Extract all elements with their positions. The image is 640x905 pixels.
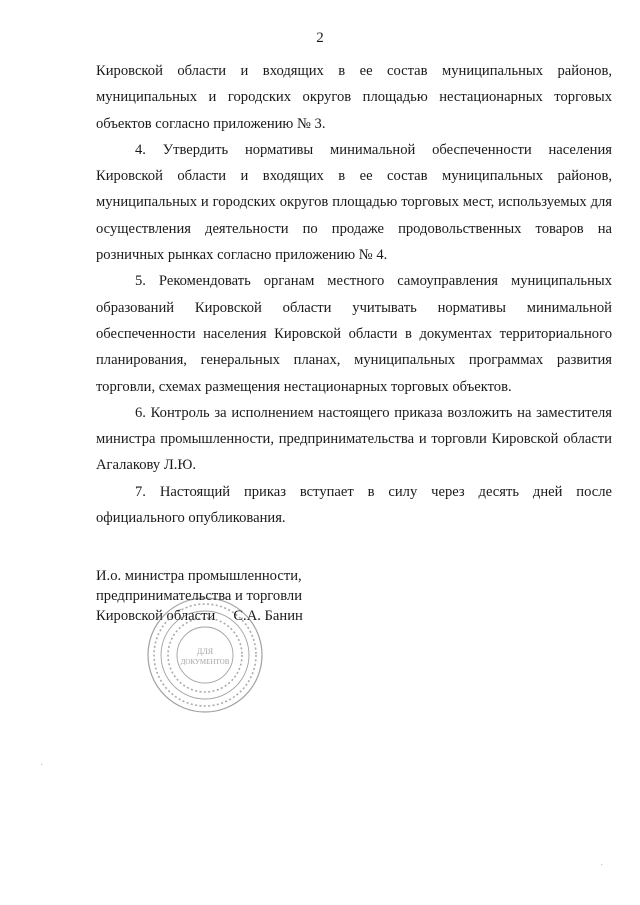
official-stamp xyxy=(146,596,264,714)
page-number: 2 xyxy=(316,30,324,46)
signer-name: С.А. Банин xyxy=(233,608,303,624)
paragraph-3: 5. Рекомендовать органам местного самоуправления муниципальных образований Кировской области учитывать нормативы минимальной обеспеченности населения Кировской области в документах территориального планирования, генеральных планах, муниципальных программах развития торговли, схемах размещения нестационарных торговых объектов. xyxy=(96,273,612,395)
stamp-text-2: ДОКУМЕНТОВ xyxy=(180,658,230,666)
paragraph-1: Кировской области и входящих в ее состав муниципальных районов, муниципальных и городских округов площадью нестационарных торговых объектов согласно приложению № 3. xyxy=(96,63,612,132)
paragraph-5: 7. Настоящий приказ вступает в силу через десять дней после официального опубликования. xyxy=(96,483,612,527)
signer-title-line-2: предпринимательства и торговли xyxy=(96,588,303,604)
signer-title-line-1: И.о. министра промышленности, xyxy=(96,568,302,584)
document-body xyxy=(96,58,612,531)
scan-speck: · xyxy=(600,860,604,871)
stamp-text-1: ДЛЯ xyxy=(196,647,214,656)
paragraph-4: 6. Контроль за исполнением настоящего приказа возложить на заместителя министра промышленности, предпринимательства и торговли Кировской области Агалакову Л.Ю. xyxy=(96,404,612,474)
scan-speck: · xyxy=(40,760,44,771)
paragraph-2: 4. Утвердить нормативы минимальной обеспеченности населения Кировской области и входящих в ее состав муниципальных районов, муниципальных и городских округов площадью торговых мест, используемых для осуществления деятельности по продаже продовольственных товаров на розничных рынках согласно приложению № 4. xyxy=(96,141,612,264)
signer-region: Кировской области xyxy=(96,608,216,624)
